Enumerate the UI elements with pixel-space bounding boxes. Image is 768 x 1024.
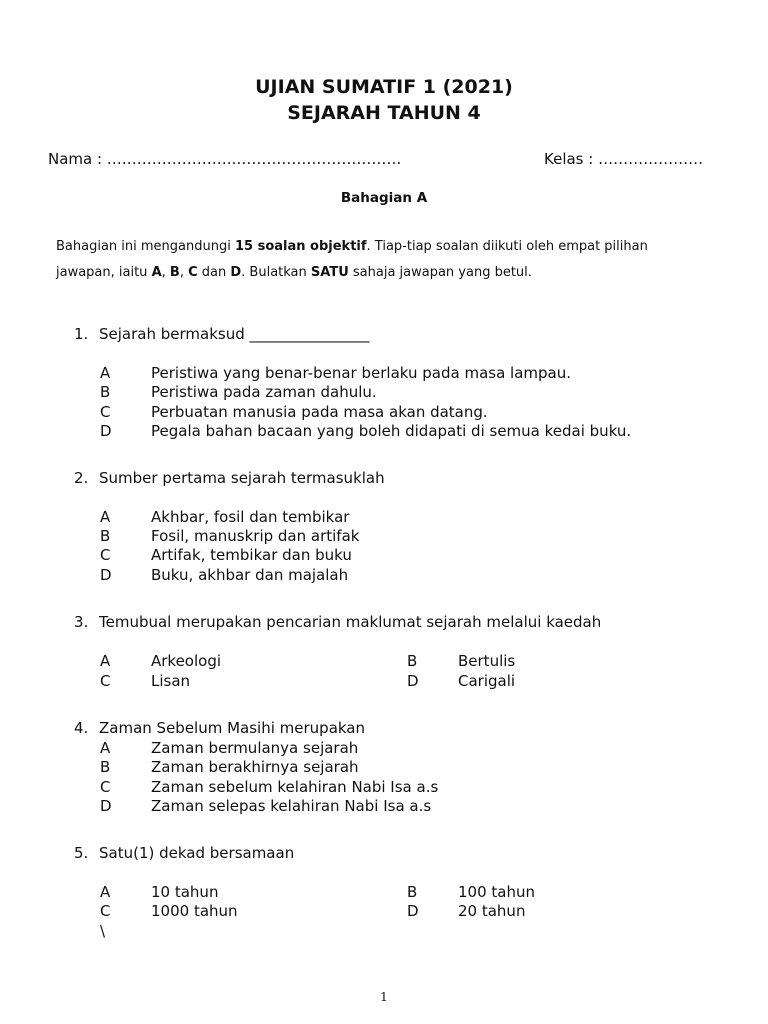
- section-title: Bahagian A: [340, 190, 428, 206]
- option-row[interactable]: [100, 797, 431, 817]
- option-row[interactable]: [100, 508, 349, 528]
- option-letter: A: [100, 739, 111, 757]
- name-field-label: Nama : ……………………..……………………………: [48, 150, 402, 168]
- option-letter: D: [407, 902, 419, 920]
- question-text: Zaman Sebelum Masihi merupakan: [99, 719, 366, 737]
- instructions-text: jawapan, iaitu: [56, 265, 152, 280]
- option-text: Zaman bermulanya sejarah: [151, 739, 359, 757]
- option-row[interactable]: [100, 566, 348, 586]
- option-row[interactable]: [100, 902, 238, 922]
- option-text: Zaman berakhirnya sejarah: [151, 758, 359, 776]
- option-row[interactable]: [100, 883, 218, 903]
- option-row[interactable]: [100, 527, 359, 547]
- question-number: 3.: [74, 613, 89, 631]
- question-5: [74, 844, 294, 862]
- question-3: [74, 613, 601, 631]
- instructions: [56, 234, 716, 286]
- instructions-text: ,: [179, 265, 189, 280]
- option-letter: B: [100, 383, 111, 401]
- question-2: [74, 469, 385, 487]
- option-letter: B: [100, 758, 111, 776]
- option-text: Bertulis: [458, 652, 516, 670]
- instructions-bold: C: [188, 265, 198, 280]
- option-letter: C: [100, 546, 111, 564]
- stray-mark: \: [100, 922, 106, 940]
- question-number: 5.: [74, 844, 89, 862]
- option-text: Arkeologi: [151, 652, 222, 670]
- option-letter: C: [100, 778, 111, 796]
- question-number: 1.: [74, 325, 89, 343]
- instructions-text: ,: [161, 265, 170, 280]
- option-text: Pegala bahan bacaan yang boleh didapati di semua kedai buku.: [151, 422, 632, 440]
- option-letter: D: [100, 797, 112, 815]
- option-text: Zaman selepas kelahiran Nabi Isa a.s: [151, 797, 432, 815]
- option-text: 10 tahun: [151, 883, 219, 901]
- option-letter: A: [100, 883, 111, 901]
- option-row[interactable]: [407, 902, 525, 922]
- question-1: [74, 325, 370, 343]
- option-row[interactable]: [100, 422, 631, 442]
- option-letter: C: [100, 672, 111, 690]
- page-number: 1: [380, 990, 388, 1004]
- option-text: Zaman sebelum kelahiran Nabi Isa a.s: [151, 778, 439, 796]
- instructions-text: sahaja jawapan yang betul.: [348, 265, 532, 280]
- option-row[interactable]: [407, 652, 515, 672]
- option-letter: D: [100, 422, 112, 440]
- option-letter: B: [407, 652, 418, 670]
- option-letter: C: [100, 403, 111, 421]
- question-number: 2.: [74, 469, 89, 487]
- question-text: Sumber pertama sejarah termasuklah: [99, 469, 385, 487]
- option-letter: D: [100, 566, 112, 584]
- option-text: Lisan: [151, 672, 191, 690]
- option-text: Peristiwa pada zaman dahulu.: [151, 383, 377, 401]
- option-letter: D: [407, 672, 419, 690]
- question-number: 4.: [74, 719, 89, 737]
- option-row[interactable]: [100, 383, 377, 403]
- option-row[interactable]: [100, 778, 438, 798]
- instructions-bold: B: [169, 265, 180, 280]
- instructions-text: . Tiap-tiap soalan diikuti oleh empat pilihan: [366, 239, 648, 254]
- instructions-bold: SATU: [310, 265, 349, 280]
- option-letter: C: [100, 902, 111, 920]
- option-row[interactable]: [100, 739, 358, 759]
- option-text: Fosil, manuskrip dan artifak: [151, 527, 360, 545]
- option-row[interactable]: [407, 672, 515, 692]
- option-row[interactable]: [407, 883, 535, 903]
- instructions-bold: D: [230, 265, 242, 280]
- option-letter: B: [100, 527, 111, 545]
- question-4: [74, 719, 365, 737]
- instructions-text: . Bulatkan: [241, 265, 311, 280]
- option-row[interactable]: [100, 403, 488, 423]
- option-text: Artifak, tembikar dan buku: [151, 546, 352, 564]
- question-text: Satu(1) dekad bersamaan: [99, 844, 295, 862]
- option-row[interactable]: [100, 546, 352, 566]
- option-letter: B: [407, 883, 418, 901]
- option-text: Carigali: [458, 672, 516, 690]
- option-text: 100 tahun: [458, 883, 535, 901]
- option-row[interactable]: [100, 652, 221, 672]
- option-text: Peristiwa yang benar-benar berlaku pada masa lampau.: [151, 364, 571, 382]
- question-text: Temubual merupakan pencarian maklumat sejarah melalui kaedah: [99, 613, 602, 631]
- exam-header: [0, 74, 768, 126]
- question-text: Sejarah bermaksud ________________: [99, 325, 370, 343]
- instructions-bold: 15 soalan objektif: [234, 239, 367, 254]
- option-text: Buku, akhbar dan majalah: [151, 566, 349, 584]
- option-text: Akhbar, fosil dan tembikar: [151, 508, 350, 526]
- option-row[interactable]: [100, 672, 190, 692]
- exam-title: UJIAN SUMATIF 1 (2021): [255, 76, 513, 98]
- option-row[interactable]: [100, 758, 359, 778]
- option-text: Perbuatan manusia pada masa akan datang.: [151, 403, 488, 421]
- option-letter: A: [100, 508, 111, 526]
- option-text: 20 tahun: [458, 902, 526, 920]
- class-field-label: Kelas : …………………: [544, 150, 704, 168]
- instructions-text: dan: [197, 265, 231, 280]
- option-text: 1000 tahun: [151, 902, 238, 920]
- exam-subject: SEJARAH TAHUN 4: [287, 102, 481, 124]
- option-row[interactable]: [100, 364, 571, 384]
- option-letter: A: [100, 652, 111, 670]
- option-letter: A: [100, 364, 111, 382]
- instructions-text: Bahagian ini mengandungi: [56, 239, 235, 254]
- instructions-bold: A: [151, 265, 162, 280]
